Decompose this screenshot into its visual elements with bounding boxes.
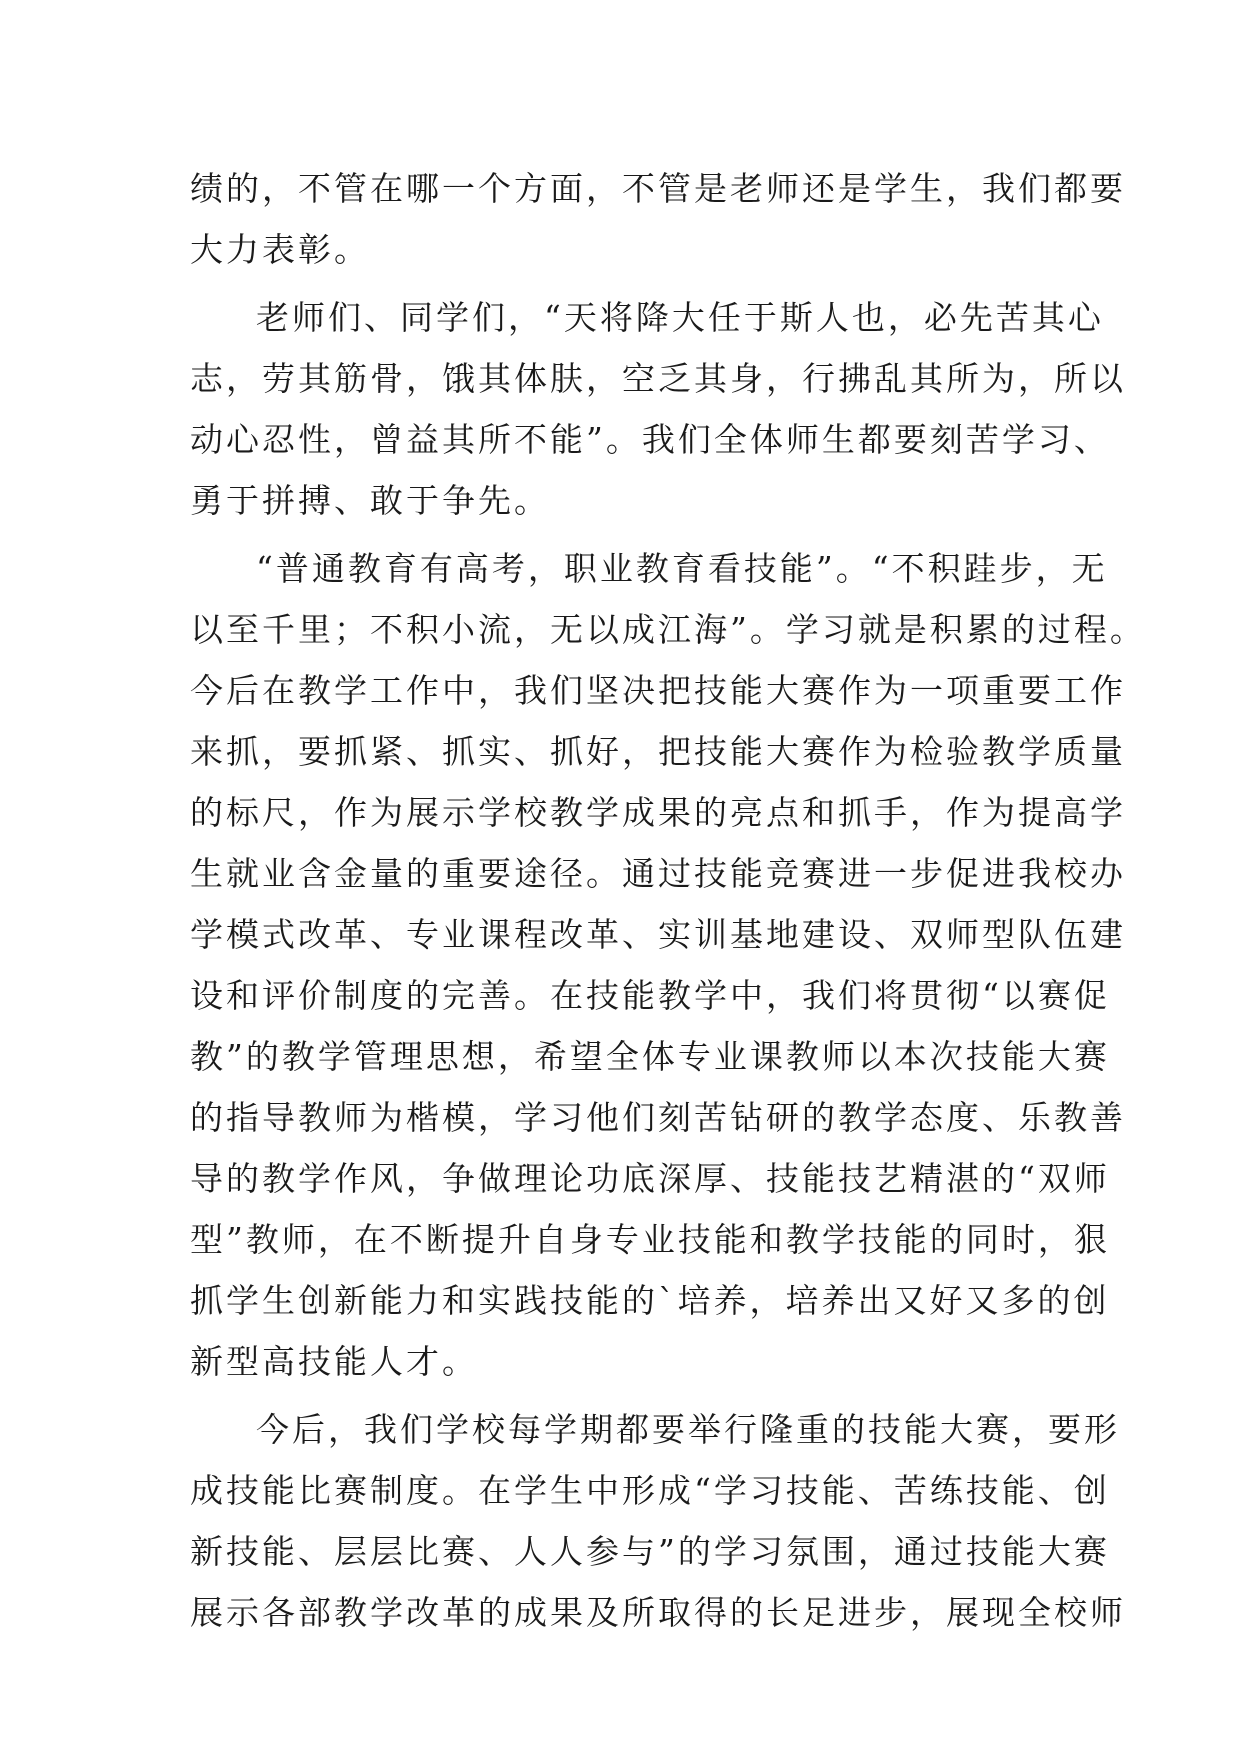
text-line: “普通教育有高考，职业教育看技能”。“不积跬步，无	[256, 549, 1108, 588]
text-line: 生就业含金量的重要途径。通过技能竞赛进一步促进我校办	[190, 854, 1126, 893]
text-line: 绩的，不管在哪一个方面，不管是老师还是学生，我们都要	[190, 169, 1126, 208]
text-line: 教”的教学管理思想，希望全体专业课教师以本次技能大赛	[190, 1037, 1110, 1076]
paragraph-2	[190, 287, 1126, 531]
text-line: 展示各部教学改革的成果及所取得的长足进步，展现全校师	[190, 1593, 1126, 1632]
text-line: 成技能比赛制度。在学生中形成“学习技能、苦练技能、创	[190, 1471, 1110, 1510]
text-line: 以至千里；不积小流，无以成江海”。学习就是积累的过程。	[190, 610, 1146, 649]
text-line: 今后，我们学校每学期都要举行隆重的技能大赛，要形	[256, 1410, 1120, 1449]
text-line: 学模式改革、专业课程改革、实训基地建设、双师型队伍建	[190, 915, 1126, 954]
text-line: 型”教师，在不断提升自身专业技能和教学技能的同时，狠	[190, 1220, 1110, 1259]
text-line: 新型高技能人才。	[190, 1342, 478, 1381]
text-line: 老师们、同学们，“天将降大任于斯人也，必先苦其心	[256, 298, 1104, 337]
text-line: 设和评价制度的完善。在技能教学中，我们将贯彻“以赛促	[190, 976, 1110, 1015]
paragraph-4	[190, 1399, 1126, 1643]
text-line: 动心忍性，曾益其所不能”。我们全体师生都要刻苦学习、	[190, 420, 1110, 459]
text-line: 导的教学作风，争做理论功底深厚、技能技艺精湛的“双师	[190, 1159, 1110, 1198]
text-line: 勇于拼搏、敢于争先。	[190, 481, 550, 520]
text-line: 志，劳其筋骨，饿其体肤，空乏其身，行拂乱其所为，所以	[190, 359, 1126, 398]
text-line: 的指导教师为楷模，学习他们刻苦钻研的教学态度、乐教善	[190, 1098, 1126, 1137]
text-line: 新技能、层层比赛、人人参与”的学习氛围，通过技能大赛	[190, 1532, 1110, 1571]
text-line: 今后在教学工作中，我们坚决把技能大赛作为一项重要工作	[190, 671, 1126, 710]
text-line: 抓学生创新能力和实践技能的`培养，培养出又好又多的创	[190, 1281, 1110, 1320]
text-line: 来抓，要抓紧、抓实、抓好，把技能大赛作为检验教学质量	[190, 732, 1126, 771]
document-body	[190, 158, 1146, 1643]
paragraph-3	[190, 538, 1146, 1392]
text-line: 大力表彰。	[190, 230, 370, 269]
text-line: 的标尺，作为展示学校教学成果的亮点和抓手，作为提高学	[190, 793, 1126, 832]
paragraph-1	[190, 158, 1126, 280]
